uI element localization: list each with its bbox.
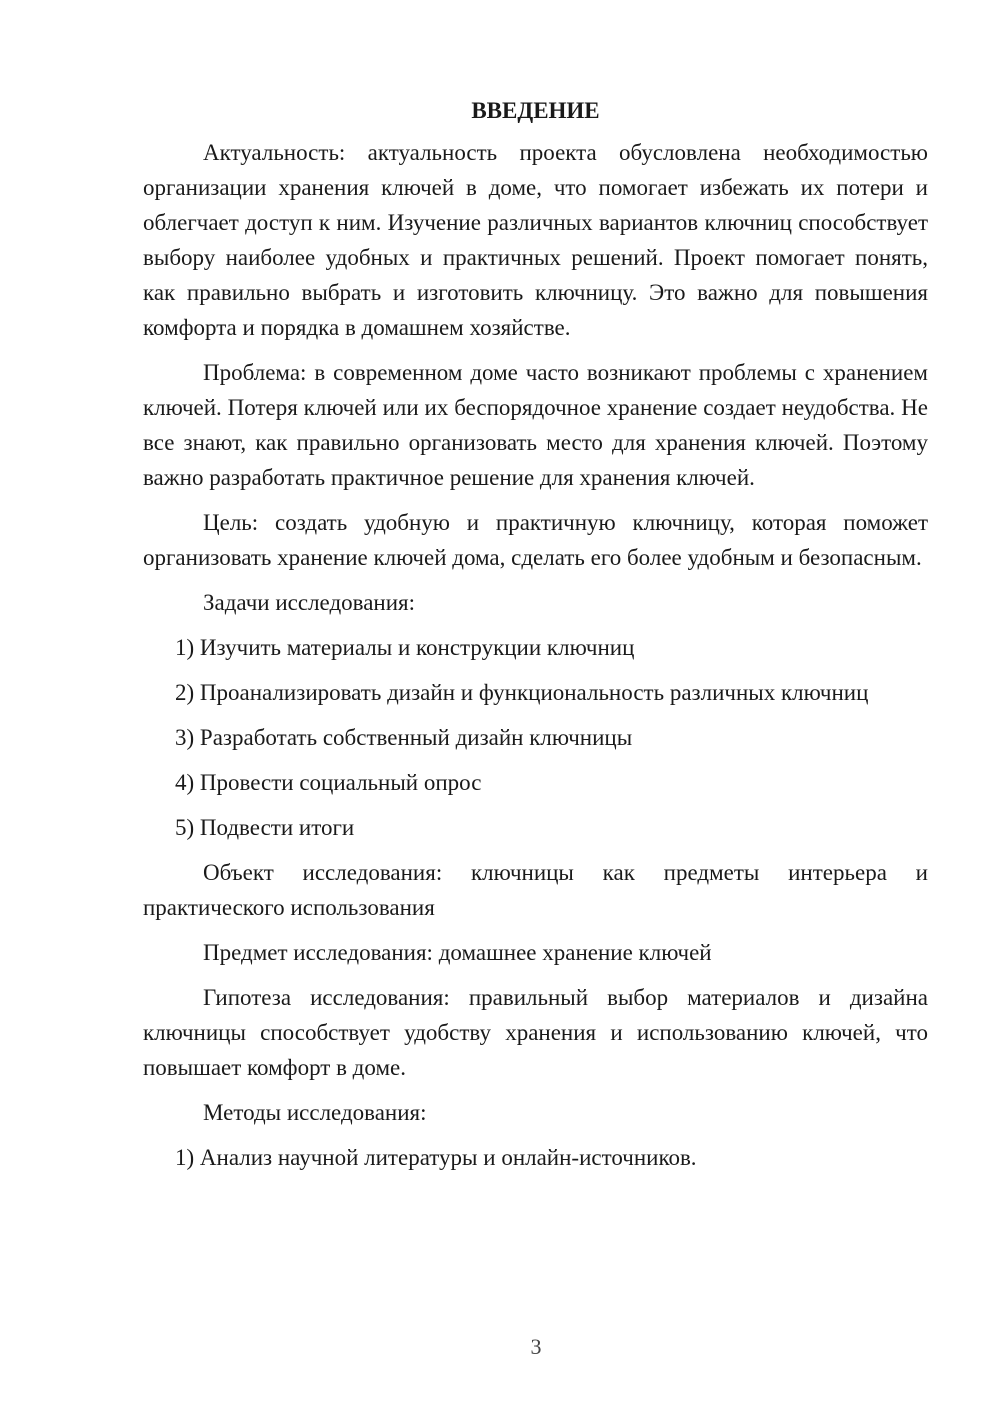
page-title: ВВЕДЕНИЕ: [471, 98, 600, 123]
task-item-5: 5) Подвести итоги: [175, 815, 355, 840]
task-item-4: 4) Провести социальный опрос: [175, 770, 482, 795]
paragraph-relevance: Актуальность: актуальность проекта обусловлена необходимостью организации хранения ключей в доме, что помогает избежать их потери и облегчает доступ к ним. Изучение различных вариантов ключниц способствует выбору наиболее удобных и практичных решений. Проект помогает понять, как правильно выбрать и изготовить ключницу. Это важно для повышения комфорта и порядка в домашнем хозяйстве.: [143, 140, 928, 340]
paragraph-methods-heading: Методы исследования:: [203, 1100, 427, 1125]
paragraph-tasks-heading: Задачи исследования:: [203, 590, 416, 615]
task-item-1: 1) Изучить материалы и конструкции ключниц: [175, 635, 635, 660]
paragraph-hypothesis: Гипотеза исследования: правильный выбор материалов и дизайна ключницы способствует удобству хранения и использованию ключей, что повышает комфорт в доме.: [143, 985, 928, 1080]
document-page: [143, 95, 928, 1185]
paragraph-problem: Проблема: в современном доме часто возникают проблемы с хранением ключей. Потеря ключей или их беспорядочное хранение создает неудобства. Не все знают, как правильно организовать место для хранения ключей. Поэтому важно разработать практичное решение для хранения ключей.: [143, 360, 928, 490]
paragraph-subject: Предмет исследования: домашнее хранение ключей: [203, 940, 712, 965]
method-item-1: 1) Анализ научной литературы и онлайн-источников.: [175, 1145, 697, 1170]
page-number: 3: [530, 1334, 542, 1359]
task-item-2: 2) Проанализировать дизайн и функциональность различных ключниц: [175, 680, 869, 705]
task-item-3: 3) Разработать собственный дизайн ключницы: [175, 725, 633, 750]
paragraph-object: Объект исследования: ключницы как предметы интерьера и практического использования: [143, 860, 928, 920]
paragraph-goal: Цель: создать удобную и практичную ключницу, которая поможет организовать хранение ключей дома, сделать его более удобным и безопасным.: [143, 510, 928, 570]
